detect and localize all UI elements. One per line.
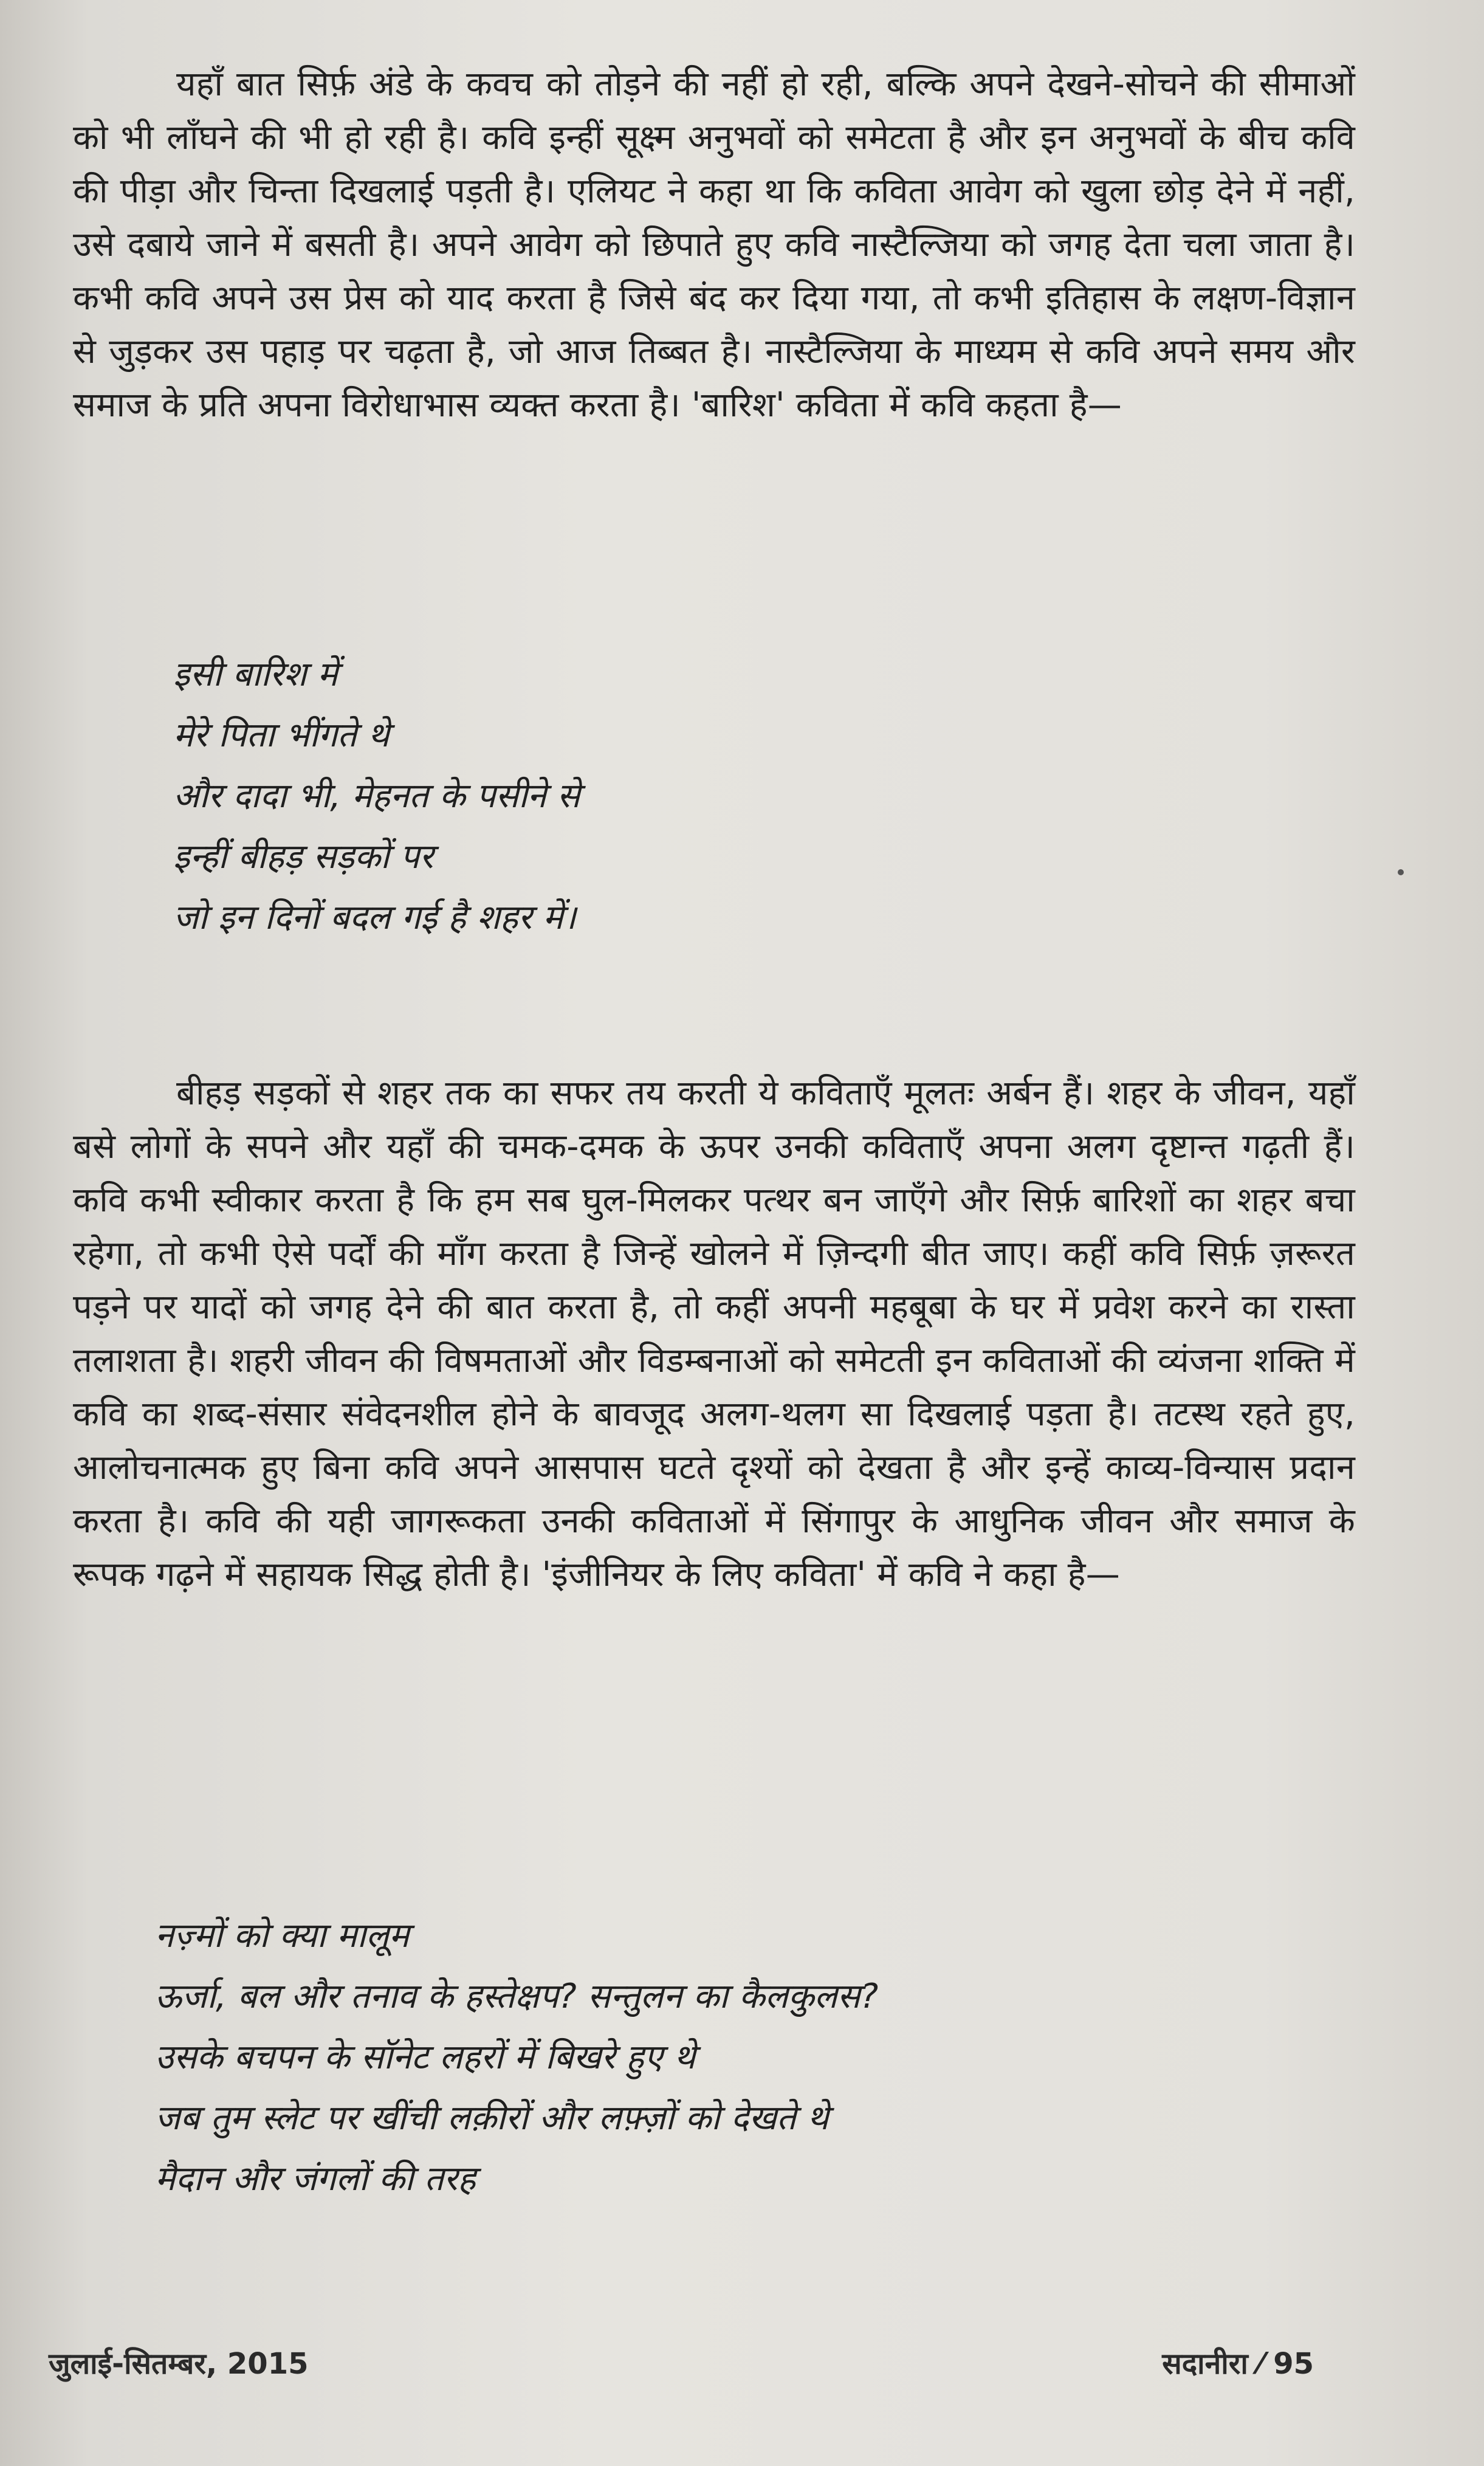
paragraph-1 <box>73 58 1355 432</box>
poem-1-line: मेरे पिता भींगते थे <box>173 715 390 755</box>
poem-2-line: ऊर्जा, बल और तनाव के हस्तेक्षप? सन्तुलन का कैलकुलस? <box>155 1977 879 2016</box>
poem-1-line: इसी बारिश में <box>173 655 338 694</box>
poem-1-line: जो इन दिनों बदल गई है शहर में। <box>173 898 576 937</box>
ink-dot <box>1398 869 1404 875</box>
paragraph-2 <box>73 1067 1355 1602</box>
paragraph-1-text: यहाँ बात सिर्फ़ अंडे के कवच को तोड़ने की नहीं हो रही, बल्कि अपने देखने-सोचने की सीमाओं को भी लाँघने की भी हो रही है। कवि इन्हीं सूक्ष्म अनुभवों को समेटता है और इन अनुभवों के बीच कवि की पीड़ा और चिन्ता दिखलाई पड़ती है। एलियट ने कहा था कि कविता आवेग को खुला छोड़ देने में नहीं, उसे दबाये जाने में बसती है। अपने आवेग को छिपाते हुए कवि नास्टैल्जिया को जगह देता चला जाता है। कभी कवि अपने उस प्रेस को याद करता है जिसे बंद कर दिया गया, तो कभी इतिहास के लक्षण-विज्ञान से जुड़कर उस पहाड़ पर चढ़ता है, जो आज तिब्बत है। नास्टैल्जिया के माध्यम से कवि अपने समय और समाज के प्रति अपना विरोधाभास व्यक्त करता है। 'बारिश' कविता में कवि कहता है— <box>73 64 1355 425</box>
poem-2-line: उसके बचपन के सॉनेट लहरों में बिखरे हुए थे <box>155 2037 696 2077</box>
poem-2 <box>155 1906 1310 2209</box>
footer-page-number: सदानीरा ⁄ 95 <box>1162 2347 1314 2381</box>
poem-1-line: इन्हीं बीहड़ सड़कों पर <box>173 837 434 877</box>
poem-2-line: नज़्मों को क्या मालूम <box>155 1916 410 1955</box>
poem-1 <box>173 644 1328 948</box>
poem-2-line: जब तुम स्लेट पर खींची लक़ीरों और लफ़्ज़ों को देखते थे <box>155 2098 829 2138</box>
footer-issue-date: जुलाई-सितम्बर, 2015 <box>49 2347 309 2381</box>
poem-1-line: और दादा भी, मेहनत के पसीने से <box>173 776 580 816</box>
poem-2-line: मैदान और जंगलों की तरह <box>155 2159 476 2199</box>
paragraph-2-text: बीहड़ सड़कों से शहर तक का सफर तय करती ये कविताएँ मूलतः अर्बन हैं। शहर के जीवन, यहाँ बसे लोगों के सपने और यहाँ की चमक-दमक के ऊपर उनकी कविताएँ अपना अलग दृष्टान्त गढ़ती हैं। कवि कभी स्वीकार करता है कि हम सब घुल-मिलकर पत्थर बन जाएँगे और सिर्फ़ बारिशों का शहर बचा रहेगा, तो कभी ऐसे पर्दों की माँग करता है जिन्हें खोलने में ज़िन्दगी बीत जाए। कहीं कवि सिर्फ़ ज़रूरत पड़ने पर यादों को जगह देने की बात करता है, तो कहीं अपनी महबूबा के घर में प्रवेश करने का रास्ता तलाशता है। शहरी जीवन की विषमताओं और विडम्बनाओं को समेटती इन कविताओं की व्यंजना शक्ति में कवि का शब्द-संसार संवेदनशील होने के बावजूद अलग-थलग सा दिखलाई पड़ता है। तटस्थ रहते हुए, आलोचनात्मक हुए बिना कवि अपने आसपास घटते दृश्यों को देखता है और इन्हें काव्य-विन्यास प्रदान करता है। कवि की यही जागरूकता उनकी कविताओं में सिंगापुर के आधुनिक जीवन और समाज के रूपक गढ़ने में सहायक सिद्ध होती है। 'इंजीनियर के लिए कविता' में कवि ने कहा है— <box>73 1073 1355 1594</box>
